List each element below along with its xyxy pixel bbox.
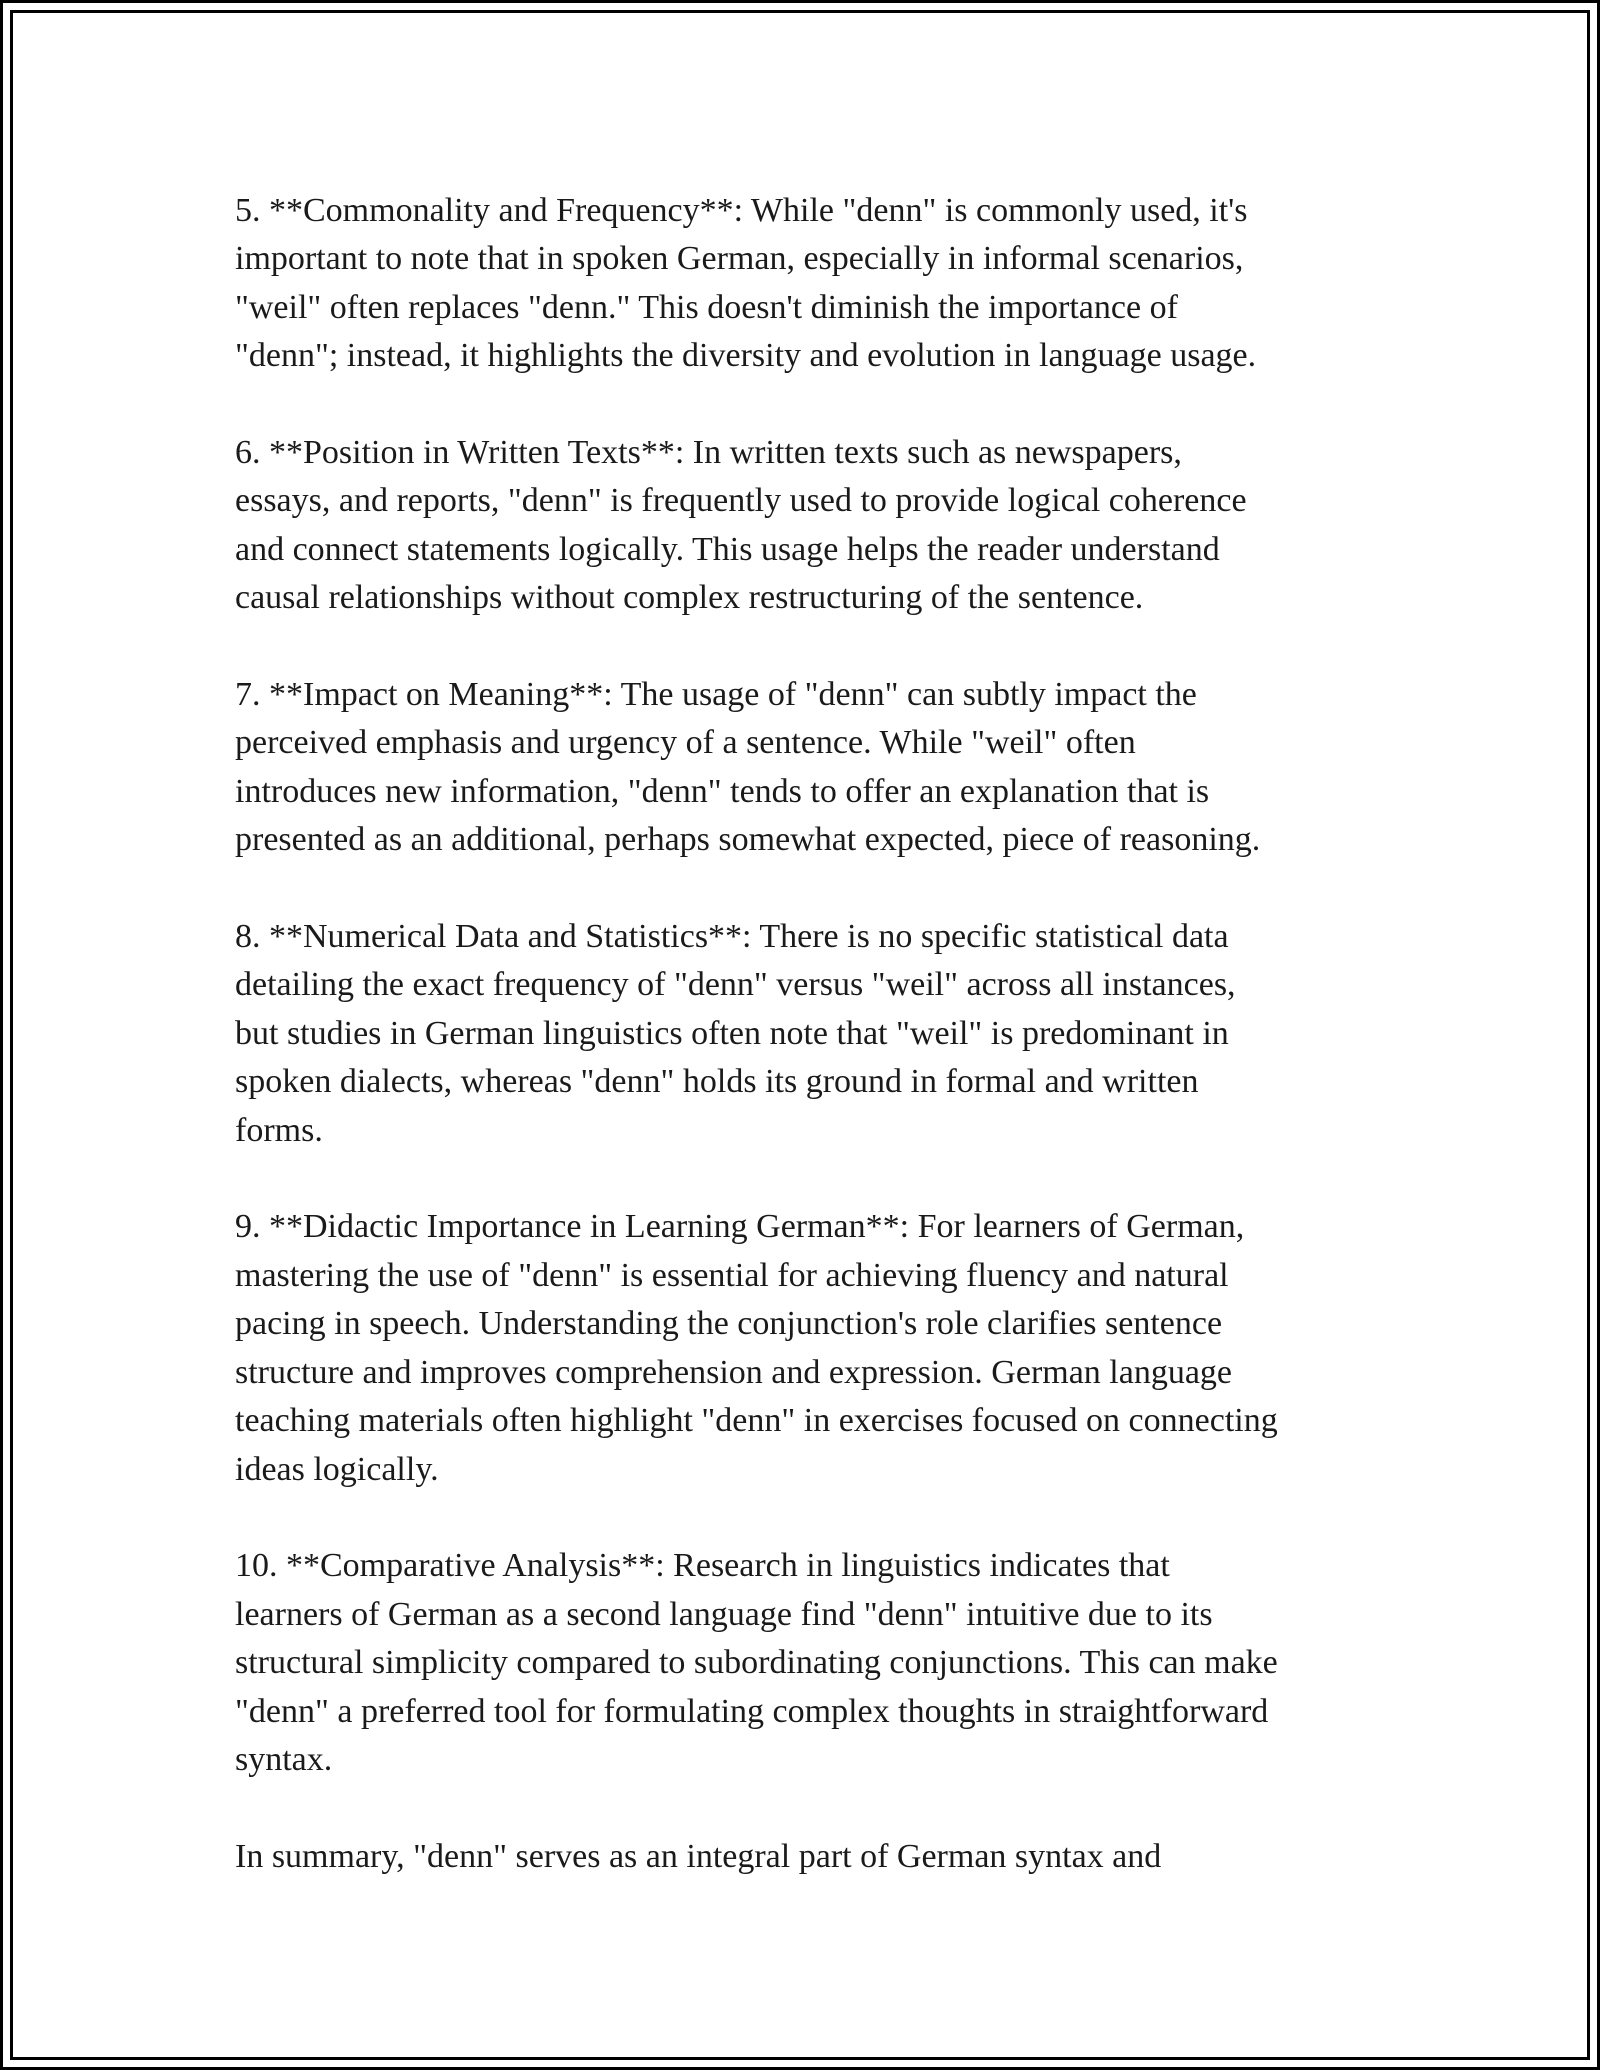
- paragraph-comparative-analysis: 10. **Comparative Analysis**: Research in linguistics indicates that learners of German as a second language find "denn" intuitive due to its structural simplicity compared to subordinating conjunctions. This can make "denn" a preferred tool for formulating complex thoughts in straightforward syntax.: [235, 1547, 1278, 1778]
- paragraph-numerical-data: 8. **Numerical Data and Statistics**: There is no specific statistical data detailing the exact frequency of "denn" versus "weil" across all instances, but studies in German linguistics often note that "weil" is predominant in spoken dialects, whereas "denn" holds its ground in formal and written forms.: [235, 918, 1236, 1149]
- document-body: [235, 187, 1395, 1930]
- paragraph-didactic-importance: 9. **Didactic Importance in Learning German**: For learners of German, mastering the use of "denn" is essential for achieving fluency and natural pacing in speech. Understanding the conjunction's role clarifies sentence structure and improves comprehension and expression. German language teaching materials often highlight "denn" in exercises focused on connecting ideas logically.: [235, 1208, 1278, 1488]
- paragraph-commonality-frequency: 5. **Commonality and Frequency**: While "denn" is commonly used, it's important to note that in spoken German, especially in informal scenarios, "weil" often replaces "denn." This doesn't diminish the importance of "denn"; instead, it highlights the diversity and evolution in language usage.: [235, 192, 1257, 375]
- paragraph-impact-on-meaning: 7. **Impact on Meaning**: The usage of "denn" can subtly impact the perceived emphasis and urgency of a sentence. While "weil" often introduces new information, "denn" tends to offer an explanation that is presented as an additional, perhaps somewhat expected, piece of reasoning.: [235, 676, 1261, 859]
- paragraph-position-written-texts: 6. **Position in Written Texts**: In written texts such as newspapers, essays, and reports, "denn" is frequently used to provide logical coherence and connect statements logically. This usage helps the reader understand causal relationships without complex restructuring of the sentence.: [235, 434, 1247, 617]
- paragraph-summary: In summary, "denn" serves as an integral part of German syntax and: [235, 1837, 1162, 1875]
